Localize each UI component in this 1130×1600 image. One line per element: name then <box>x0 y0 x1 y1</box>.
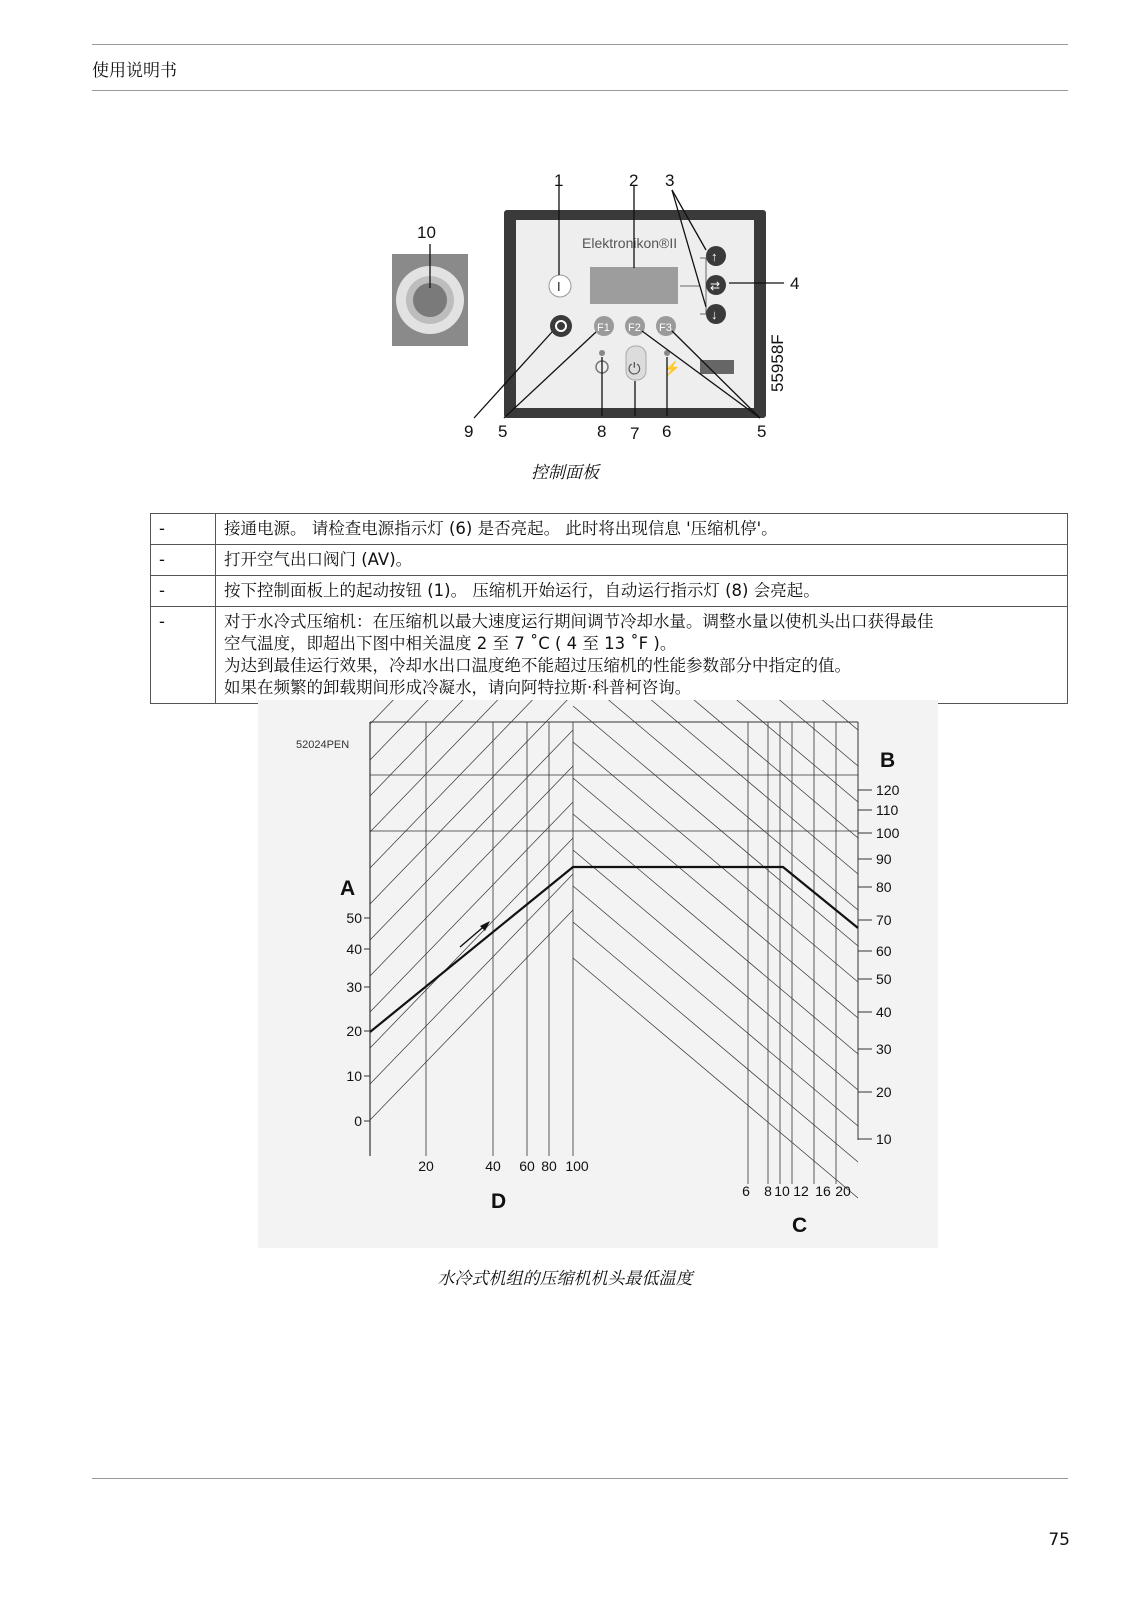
axis-b-tick-label: 40 <box>876 1004 892 1020</box>
step-line: 接通电源。 请检查电源指示灯 (6) 是否亮起。 此时将出现信息 '压缩机停'。 <box>224 519 778 538</box>
step-text <box>216 545 1068 576</box>
callout-3: 3 <box>665 171 675 190</box>
table-row <box>151 514 1068 545</box>
f1-label: F1 <box>597 322 610 334</box>
table-row <box>151 607 1068 704</box>
axis-a-tick-label: 10 <box>346 1068 362 1084</box>
callout-10: 10 <box>417 223 436 242</box>
callout-5-right: 5 <box>757 422 767 441</box>
callout-7: 7 <box>630 424 640 443</box>
chart-caption: 水冷式机组的压缩机机头最低温度 <box>437 1269 693 1289</box>
step-text <box>216 514 1068 545</box>
up-arrow-icon: ↑ <box>711 249 718 264</box>
axis-d-tick-label: 80 <box>541 1158 557 1174</box>
axis-c-label: C <box>792 1214 808 1237</box>
control-panel-caption: 控制面板 <box>531 463 599 483</box>
header-rule-bottom <box>92 90 1068 91</box>
axis-a-tick-label: 20 <box>346 1023 362 1039</box>
header-rule-top <box>92 44 1068 45</box>
alarm-icon: ⚡ <box>663 360 681 376</box>
axis-a-tick-label: 0 <box>354 1113 362 1129</box>
axis-d-tick-label: 40 <box>485 1158 501 1174</box>
chart-code: 52024PEN <box>296 739 350 751</box>
axis-a-tick-label: 30 <box>346 979 362 995</box>
callout-2: 2 <box>629 171 639 190</box>
callout-8: 8 <box>597 422 607 441</box>
callout-1: 1 <box>554 171 564 190</box>
step-marker: - <box>151 576 216 607</box>
axis-b-tick-label: 50 <box>876 971 892 987</box>
axis-b-tick-label: 100 <box>876 825 900 841</box>
axis-d-tick-label: 100 <box>565 1158 589 1174</box>
page-number: 75 <box>1048 1530 1070 1550</box>
axis-b-tick-label: 20 <box>876 1084 892 1100</box>
tab-key-icon: ⇄ <box>710 279 721 293</box>
axis-b-tick-label: 120 <box>876 782 900 798</box>
stop-button[interactable] <box>550 315 572 337</box>
step-line: 如果在频繁的卸载期间形成冷凝水，请向阿特拉斯·科普柯咨询。 <box>224 678 692 697</box>
axis-d-tick-label: 20 <box>418 1158 434 1174</box>
step-line: 空气温度，即超出下图中相关温度 2 至 7 ˚C ( 4 至 13 ˚F )。 <box>224 634 677 653</box>
axis-c-tick-label: 16 <box>815 1183 831 1199</box>
f2-label: F2 <box>628 322 641 334</box>
axis-b-tick-label: 70 <box>876 912 892 928</box>
step-text <box>216 607 1068 704</box>
footer-rule <box>92 1478 1068 1479</box>
axis-d-tick-label: 60 <box>519 1158 535 1174</box>
callout-6: 6 <box>662 422 672 441</box>
document-title: 使用说明书 <box>92 61 177 81</box>
axis-c-tick-label: 8 <box>764 1183 772 1199</box>
step-marker: - <box>151 607 216 704</box>
step-line: 打开空气出口阀门 (AV)。 <box>224 550 413 569</box>
step-text <box>216 576 1068 607</box>
display-screen <box>590 267 678 304</box>
axis-b-tick-label: 30 <box>876 1041 892 1057</box>
axis-d-label: D <box>491 1190 507 1213</box>
brand-label: Elektronikon®II <box>582 235 678 251</box>
logo-mark <box>700 360 734 374</box>
callout-4: 4 <box>790 274 800 293</box>
step-marker: - <box>151 545 216 576</box>
axis-b-tick-label: 60 <box>876 943 892 959</box>
axis-a-tick-label: 40 <box>346 941 362 957</box>
step-marker: - <box>151 514 216 545</box>
axis-b-tick-label: 10 <box>876 1131 892 1147</box>
axis-c-tick-label: 20 <box>835 1183 851 1199</box>
minimum-temperature-nomograph <box>0 700 1130 1260</box>
axis-a-label: A <box>340 877 356 900</box>
axis-b-tick-label: 110 <box>876 802 899 818</box>
step-line: 按下控制面板上的起动按钮 (1)。 压缩机开始运行，自动运行指示灯 (8) 会亮起。 <box>224 581 820 600</box>
axis-a-tick-label: 50 <box>346 910 362 926</box>
figure-code: 55958F <box>768 334 787 392</box>
start-button-label: I <box>557 279 561 294</box>
table-row <box>151 576 1068 607</box>
step-line: 对于水冷式压缩机：在压缩机以最大速度运行期间调节冷却水量。调整水量以使机头出口获得最佳 <box>224 612 934 631</box>
callout-5-left: 5 <box>498 422 508 441</box>
f3-label: F3 <box>659 322 672 334</box>
down-arrow-icon: ↓ <box>711 307 718 322</box>
axis-b-tick-label: 80 <box>876 879 892 895</box>
axis-c-tick-label: 12 <box>793 1183 809 1199</box>
callout-9: 9 <box>464 422 474 441</box>
axis-b-tick-label: 90 <box>876 851 892 867</box>
step-line: 为达到最佳运行效果，冷却水出口温度绝不能超过压缩机的性能参数部分中指定的值。 <box>224 656 851 675</box>
table-row <box>151 545 1068 576</box>
axis-c-tick-label: 6 <box>742 1183 750 1199</box>
auto-operation-led <box>599 350 605 356</box>
function-keys <box>594 316 676 336</box>
axis-b-label: B <box>880 749 896 772</box>
power-icon: ⏻ <box>628 361 641 378</box>
axis-c-tick-label: 10 <box>774 1183 790 1199</box>
startup-steps-table <box>150 513 1068 704</box>
